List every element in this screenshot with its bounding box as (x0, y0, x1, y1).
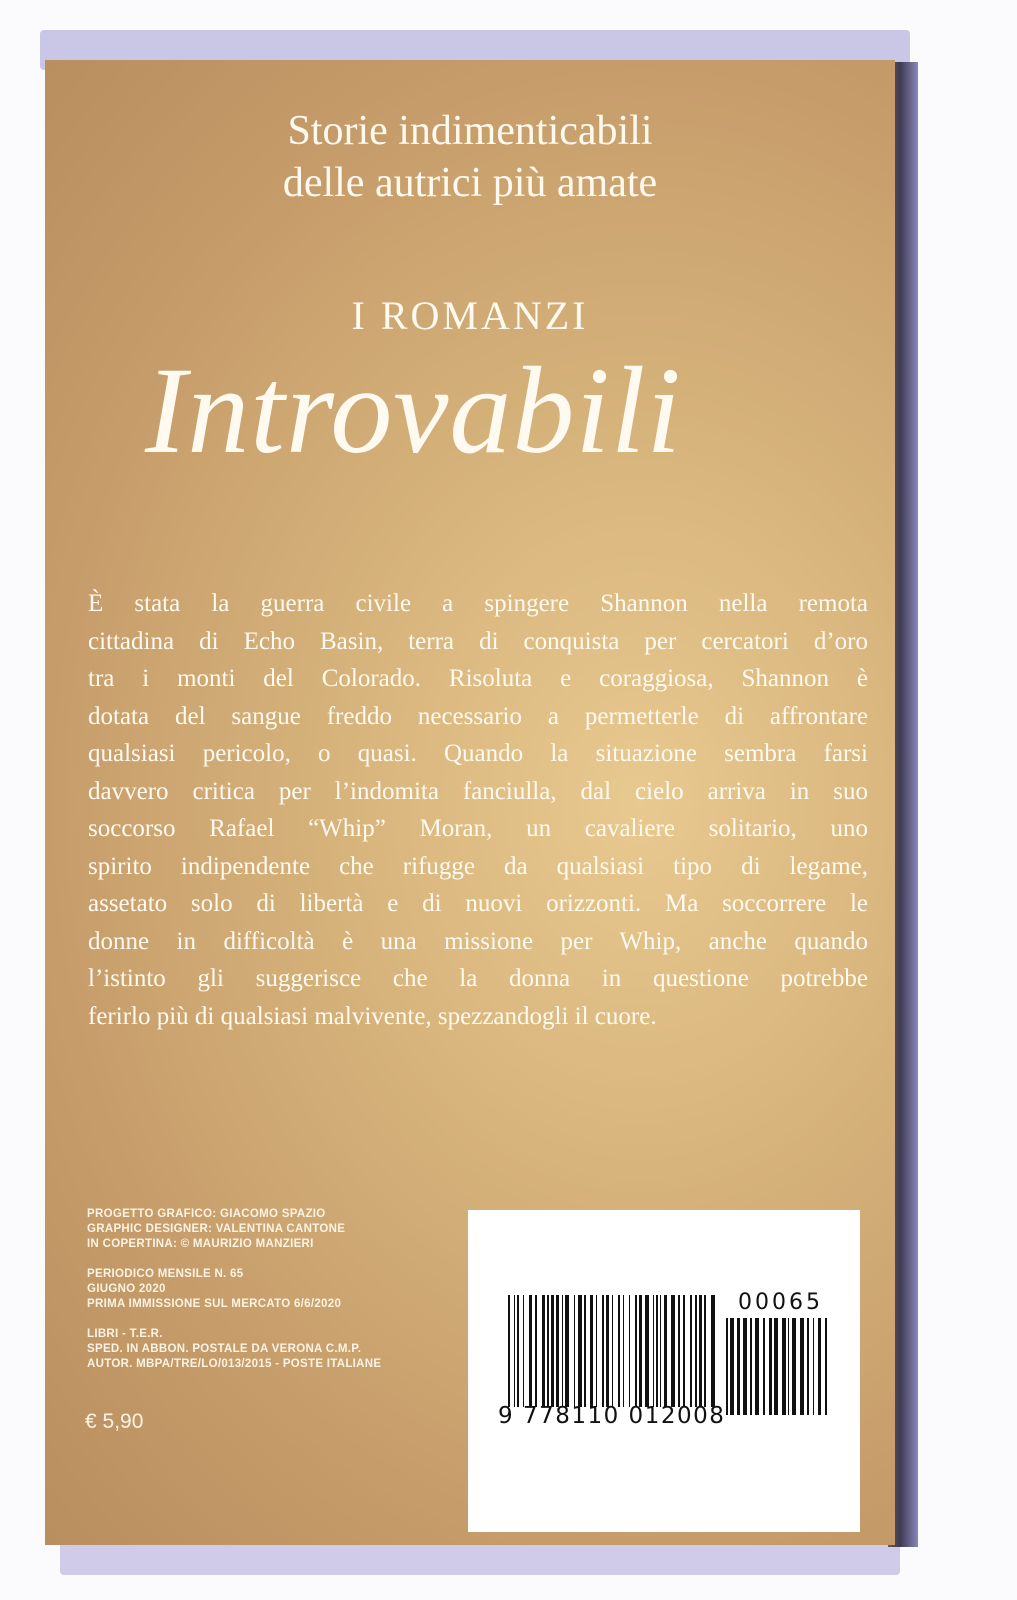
credits-line: GRAPHIC DESIGNER: VALENTINA CANTONE (87, 1223, 346, 1235)
barcode-bar (562, 1295, 563, 1407)
barcode-bar (737, 1318, 740, 1415)
barcode-bar (529, 1295, 532, 1407)
credits-line: PRIMA IMMISSIONE SUL MERCATO 6/6/2020 (87, 1298, 342, 1310)
barcode-bar (590, 1295, 593, 1407)
blurb-line: donne in difficoltà è una missione per Whip, anche quando (88, 927, 868, 955)
credits-line: PERIODICO MENSILE N. 65 (87, 1268, 244, 1280)
blurb-line: È stata la guerra civile a spingere Shannon nella remota (88, 590, 868, 617)
barcode-bar (678, 1295, 680, 1407)
blurb (88, 585, 868, 1035)
credits-group (87, 1327, 381, 1372)
credits-line: IN COPERTINA: © MAURIZIO MANZIERI (87, 1238, 314, 1250)
barcode-bar (769, 1318, 772, 1415)
barcode-bar (508, 1295, 510, 1407)
series-title: Introvabili (145, 342, 682, 479)
blurb-line: ferirlo più di qualsiasi malvivente, spezzandogli il cuore. (88, 1002, 657, 1030)
barcode-bar (535, 1295, 537, 1407)
barcode-bar (755, 1318, 759, 1415)
barcode-bar (556, 1295, 559, 1407)
barcode-bar (763, 1318, 765, 1415)
barcode-bar (788, 1318, 789, 1415)
credits-group (87, 1207, 381, 1252)
blurb-line: l’istinto gli suggerisce che la donna in questione potrebbe (88, 965, 868, 992)
barcode-bar (704, 1295, 706, 1407)
barcode-addon-number: 00065 (738, 1290, 823, 1315)
price: € 5,90 (85, 1410, 144, 1433)
credits-line: AUTOR. MBPA/TRE/LO/013/2015 - POSTE ITALIANE (87, 1358, 382, 1370)
barcode-addon (726, 1318, 833, 1415)
barcode-bar (565, 1295, 569, 1407)
barcode-bar (711, 1295, 715, 1407)
barcode-bar (690, 1295, 692, 1407)
blurb-line: dotata del sangue freddo necessario a permetterle di affrontare (88, 702, 868, 730)
barcode-bar (584, 1295, 586, 1407)
barcode-bar (660, 1295, 661, 1407)
barcode-bar (629, 1295, 630, 1407)
barcode-bar (574, 1295, 575, 1407)
blurb-line: soccorso Rafael “Whip” Moran, un cavaliere solitario, uno (88, 815, 868, 842)
blurb-line: qualsiasi pericolo, o quasi. Quando la situazione sembra farsi (88, 740, 868, 767)
back-cover (45, 60, 895, 1545)
credits-line: LIBRI - T.E.R. (87, 1328, 163, 1340)
barcode-bar (813, 1318, 814, 1415)
credits (87, 1207, 381, 1387)
barcode-bar (517, 1295, 519, 1407)
barcode (508, 1295, 723, 1407)
barcode-bar (699, 1295, 702, 1407)
barcode-bar (618, 1295, 620, 1407)
blurb-line: davvero critica per l’indomita fanciulla, dal cielo arriva in suo (88, 777, 868, 805)
barcode-bar (656, 1295, 658, 1407)
tagline-line: Storie indimenticabili (287, 108, 653, 154)
barcode-bar (602, 1295, 604, 1407)
barcode-bar (514, 1295, 515, 1407)
barcode-bar (671, 1295, 675, 1407)
barcode-bar (750, 1318, 752, 1415)
barcode-bar (596, 1295, 597, 1407)
credits-line: GIUGNO 2020 (87, 1283, 166, 1295)
series-name: I ROMANZI (351, 293, 589, 338)
barcode-bar (623, 1295, 624, 1407)
barcode-number: 9 778110 012008 (498, 1403, 726, 1429)
barcode-bar (792, 1318, 796, 1415)
credits-group (87, 1267, 381, 1312)
barcode-bar (730, 1318, 734, 1415)
blurb-line: cittadina di Echo Basin, terra di conquista per cercatori d’oro (88, 627, 868, 655)
barcode-bar (542, 1295, 545, 1407)
barcode-bar (726, 1318, 728, 1415)
barcode-bar (523, 1295, 524, 1407)
barcode-bar (635, 1295, 637, 1407)
barcode-bar (743, 1318, 747, 1415)
barcode-bar (818, 1318, 821, 1415)
blurb-line: assetato solo di libertà e di nuovi orizzonti. Ma soccorrere le (88, 890, 868, 917)
barcode-label (468, 1210, 860, 1532)
tagline (45, 105, 895, 209)
barcode-bar (782, 1318, 786, 1415)
barcode-bar (645, 1295, 649, 1407)
barcode-bar (683, 1295, 685, 1407)
barcode-bar (653, 1295, 654, 1407)
barcode-bar (807, 1318, 809, 1415)
credits-line: SPED. IN ABBON. POSTALE DA VERONA C.M.P. (87, 1343, 362, 1355)
barcode-bar (606, 1295, 609, 1407)
barcode-bar (551, 1295, 554, 1407)
barcode-bar (695, 1295, 697, 1407)
barcode-bar (547, 1295, 549, 1407)
barcode-bar (774, 1318, 778, 1415)
barcode-bar (664, 1295, 667, 1407)
blurb-line: spirito indipendente che rifugge da qualsiasi tipo di legame, (88, 852, 868, 880)
credits-line: PROGETTO GRAFICO: GIACOMO SPAZIO (87, 1208, 326, 1220)
barcode-bar (612, 1295, 613, 1407)
tagline-line: delle autrici più amate (282, 160, 658, 206)
barcode-bar (639, 1295, 642, 1407)
barcode-bar (825, 1318, 827, 1415)
blurb-line: tra i monti del Colorado. Risoluta e coraggiosa, Shannon è (88, 665, 868, 692)
barcode-bar (800, 1318, 804, 1415)
barcode-bar (578, 1295, 582, 1407)
